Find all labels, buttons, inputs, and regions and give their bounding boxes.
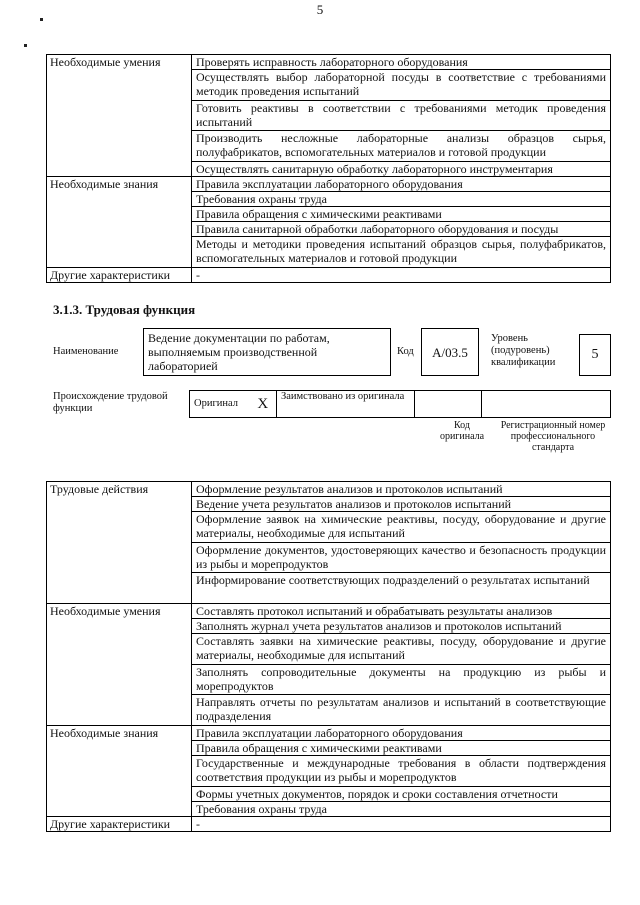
row-label: Необходимые знания [47, 177, 192, 268]
row-label: Необходимые знания [47, 726, 192, 817]
table-cell: Готовить реактивы в соответствии с требованиями методик проведения испытаний [192, 101, 611, 131]
table-cell: Составлять протокол испытаний и обрабатывать результаты анализов [192, 604, 611, 619]
table-cell: Производить несложные лабораторные анализы образцов сырья, полуфабрикатов, вспомогательных материалов и готовой продукции [192, 131, 611, 162]
name-label: Наименование [53, 346, 119, 357]
level-label: Уровень (подуровень) квалификации [491, 333, 556, 368]
table-cell: Правила обращения с химическими реактивами [192, 207, 611, 222]
code-label: Код [397, 346, 414, 357]
origin-label: Происхождение трудовой функции [53, 391, 168, 414]
reg-number-cell [482, 391, 611, 418]
table-cell: Осуществлять санитарную обработку лабораторного инструментария [192, 162, 611, 177]
section-heading: 3.1.3. Трудовая функция [53, 302, 196, 317]
row-label: Необходимые умения [47, 604, 192, 726]
row-label: Другие характеристики [47, 817, 192, 832]
origin-table [189, 390, 611, 418]
name-value: Ведение документации по работам, выполняемым производственной лабораторией [148, 331, 330, 373]
borrowed-label: Заимствовано из оригинала [277, 391, 415, 418]
original-mark: X [250, 391, 277, 418]
level-value-box [579, 334, 611, 376]
labor-function-table [46, 481, 611, 832]
level-value: 5 [591, 347, 599, 362]
table-cell: Заполнять журнал учета результатов анализов и протоколов испытаний [192, 619, 611, 634]
table-cell: Требования охраны труда [192, 802, 611, 817]
scan-mark [40, 18, 43, 21]
original-label: Оригинал [190, 391, 250, 418]
code-value-box [421, 328, 479, 376]
reg-number-caption: Регистрационный номер профессионального стандарта [500, 420, 606, 453]
table-cell: Требования охраны труда [192, 192, 611, 207]
code-value: А/03.5 [432, 345, 468, 360]
table-cell: Правила обращения с химическими реактивами [192, 741, 611, 756]
table-cell: Оформление документов, удостоверяющих качество и безопасность продукции из рыбы и морепродуктов [192, 543, 611, 573]
row-label: Другие характеристики [47, 268, 192, 283]
code-original-caption: Код оригинала [439, 420, 485, 442]
table-cell: Правила эксплуатации лабораторного оборудования [192, 177, 611, 192]
skills-knowledge-table [46, 54, 611, 283]
table-cell: Оформление результатов анализов и протоколов испытаний [192, 482, 611, 497]
table-cell: Государственные и международные требования в области подтверждения соответствия продукции из рыбы и морепродуктов [192, 756, 611, 787]
name-value-box [143, 328, 391, 376]
table-cell: Оформление заявок на химические реактивы, посуду, оборудование и другие материалы, необходимые для испытаний [192, 512, 611, 543]
table-cell: - [192, 268, 611, 283]
table-cell: Правила эксплуатации лабораторного оборудования [192, 726, 611, 741]
table-cell: Составлять заявки на химические реактивы, посуду, оборудование и другие материалы, необходимые для испытаний [192, 634, 611, 665]
table-cell: Осуществлять выбор лабораторной посуды в соответствие с требованиями методик проведения испытаний [192, 70, 611, 101]
table-cell: Информирование соответствующих подразделений о результатах испытаний [192, 573, 611, 604]
table-cell: Направлять отчеты по результатам анализов и испытаний в соответствующие подразделения [192, 695, 611, 726]
table-cell: Методы и методики проведения испытаний образцов сырья, полуфабрикатов, вспомогательных материалов и готовой продукции [192, 237, 611, 268]
table-cell: Ведение учета результатов анализов и протоколов испытаний [192, 497, 611, 512]
row-label: Необходимые умения [47, 55, 192, 177]
table-cell: - [192, 817, 611, 832]
table-cell: Проверять исправность лабораторного оборудования [192, 55, 611, 70]
scan-mark [24, 44, 27, 47]
table-cell: Заполнять сопроводительные документы на продукцию из рыбы и морепродуктов [192, 665, 611, 695]
page-number: 5 [316, 2, 324, 17]
row-label: Трудовые действия [47, 482, 192, 604]
code-original-cell [415, 391, 482, 418]
table-cell: Правила санитарной обработки лабораторного оборудования и посуды [192, 222, 611, 237]
table-cell: Формы учетных документов, порядок и сроки составления отчетности [192, 787, 611, 802]
